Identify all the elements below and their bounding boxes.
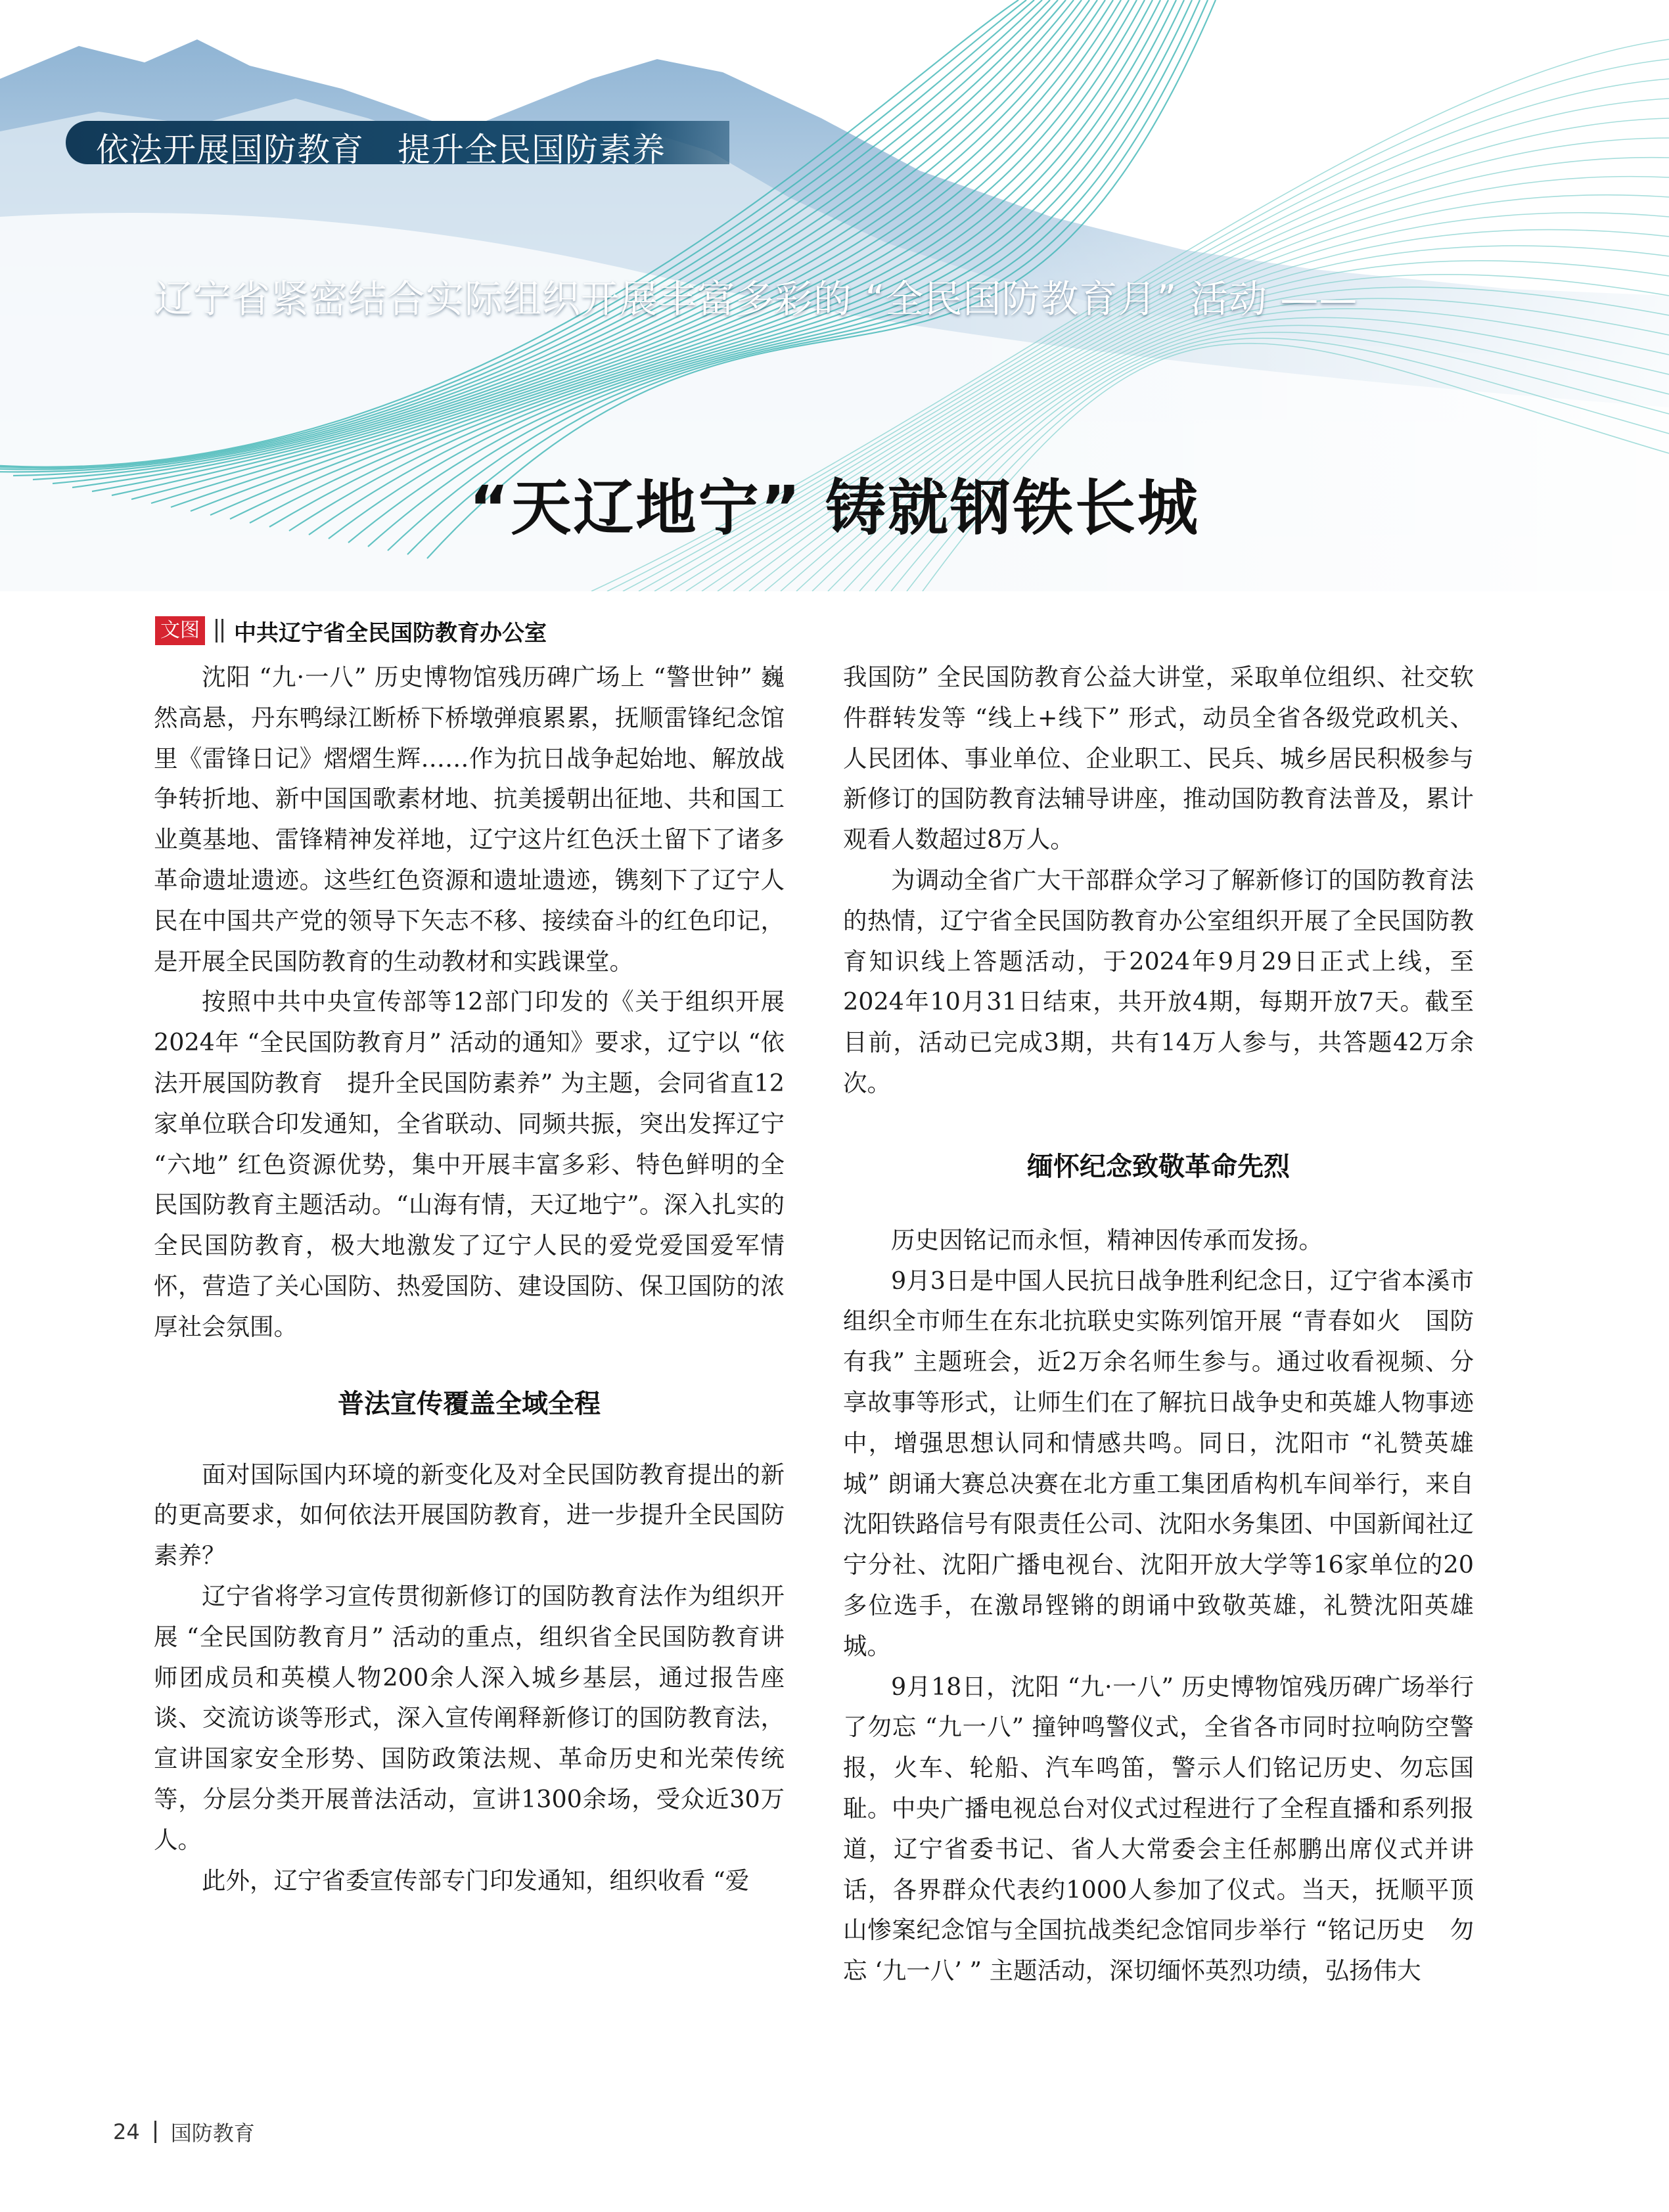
- magazine-name: 国防教育: [170, 2121, 255, 2146]
- page-number: 24: [113, 2119, 140, 2144]
- section-banner: [66, 121, 729, 169]
- section-banner-text: 依法开展国防教育 提升全民国防素养: [96, 131, 666, 169]
- paragraph: 按照中共中央宣传部等12部门印发的《关于组织开展2024年 “全民国防教育月” 活动的通知》要求，辽宁以 “依法开展国防教育 提升全民国防素养” 为主题，会同省直12家单位联合印发通知，全省联动、同频共振，突出发挥辽宁 “六地” 红色资源优势，集中开展丰富多彩、特色鲜明的全民国防教育主题活动。“山海有情，天辽地宁”。深入扎实的全民国防教育，极大地激发了辽宁人民的爱党爱国爱军情怀，营造了关心国防、热爱国防、建设国防、保卫国防的浓厚社会氛围。: [154, 987, 785, 1341]
- paragraph: 9月3日是中国人民抗日战争胜利纪念日，辽宁省本溪市组织全市师生在东北抗联史实陈列馆开展 “青春如火 国防有我” 主题班会，近2万余名师生参与。通过收看视频、分享故事等形式，让师生们在了解抗日战争史和英雄人物事迹中，增强思想认同和情感共鸣。同日，沈阳市 “礼赞英雄城” 朗诵大赛总决赛在北方重工集团盾构机车间举行，来自沈阳铁路信号有限责任公司、沈阳水务集团、中国新闻社辽宁分社、沈阳广播电视台、沈阳开放大学等16家单位的20多位选手，在激昂铿锵的朗诵中致敬英雄，礼赞沈阳英雄城。: [843, 1266, 1474, 1660]
- footer-divider: [154, 2121, 156, 2143]
- paragraph: 为调动全省广大干部群众学习了解新修订的国防教育法的热情，辽宁省全民国防教育办公室组织开展了全民国防教育知识线上答题活动，于2024年9月29日正式上线，至2024年10月31日结束，共开放4期，每期开放7天。截至目前，活动已完成3期，共有14万人参与，共答题42万余次。: [843, 865, 1474, 1097]
- byline: [155, 614, 547, 648]
- paragraph: 辽宁省将学习宣传贯彻新修订的国防教育法作为组织开展 “全民国防教育月” 活动的重点，组织省全民国防教育讲师团成员和英模人物200余人深入城乡基层，通过报告座谈、交流访谈等形式，深入宣传阐释新修订的国防教育法，宣讲国家安全形势、国防政策法规、革命历史和光荣传统等，分层分类开展普法活动，宣讲1300余场，受众近30万人。: [154, 1581, 785, 1854]
- byline-author: 中共辽宁省全民国防教育办公室: [234, 620, 547, 646]
- paragraph: 我国防” 全民国防教育公益大讲堂，采取单位组织、社交软件群转发等 “线上+线下” 形式，动员全省各级党政机关、人民团体、事业单位、企业职工、民兵、城乡居民积极参与新修订的国防教育法辅导讲座，推动国防教育法普及，累计观看人数超过8万人。: [843, 663, 1474, 854]
- kicker-subtitle: 辽宁省紧密结合实际组织开展丰富多彩的 “全民国防教育月” 活动 ——: [154, 277, 1358, 321]
- right-column: [843, 657, 1474, 1991]
- byline-divider: [216, 619, 223, 643]
- section-heading: 缅怀纪念致敬革命先烈: [1027, 1151, 1290, 1182]
- paragraph: 9月18日，沈阳 “九·一八” 历史博物馆残历碑广场举行了勿忘 “九一八” 撞钟鸣警仪式，全省各市同时拉响防空警报，火车、轮船、汽车鸣笛，警示人们铭记历史、勿忘国耻。中央广播电视总台对仪式过程进行了全程直播和系列报道，辽宁省委书记、省人大常委会主任郝鹏出席仪式并讲话，各界群众代表约1000人参加了仪式。当天，抚顺平顶山惨案纪念馆与全国抗战类纪念馆同步举行 “铭记历史 勿忘 ‘九一八’ ” 主题活动，深切缅怀英烈功绩，弘扬伟大: [843, 1672, 1474, 1985]
- paragraph: 面对国际国内环境的新变化及对全民国防教育提出的新的更高要求，如何依法开展国防教育，进一步提升全民国防素养？: [154, 1460, 785, 1570]
- paragraph: 此外，辽宁省委宣传部专门印发通知，组织收看 “爱: [202, 1866, 750, 1895]
- section-heading: 普法宣传覆盖全域全程: [338, 1388, 601, 1419]
- article-headline: “天辽地宁” 铸就钢铁长城: [469, 473, 1200, 543]
- paragraph: 沈阳 “九·一八” 历史博物馆残历碑广场上 “警世钟” 巍然高悬，丹东鸭绿江断桥下桥墩弹痕累累，抚顺雷锋纪念馆里《雷锋日记》熠熠生辉……作为抗日战争起始地、解放战争转折地、新中国国歌素材地、抗美援朝出征地、共和国工业奠基地、雷锋精神发祥地，辽宁这片红色沃土留下了诸多革命遗址遗迹。这些红色资源和遗址遗迹，镌刻下了辽宁人民在中国共产党的领导下矢志不移、接续奋斗的红色印记，是开展全民国防教育的生动教材和实践课堂。: [154, 663, 785, 976]
- page-footer: [113, 2117, 255, 2147]
- paragraph: 历史因铭记而永恒，精神因传承而发扬。: [891, 1225, 1323, 1254]
- left-column: [154, 657, 785, 1901]
- byline-tag: 文图: [155, 616, 205, 645]
